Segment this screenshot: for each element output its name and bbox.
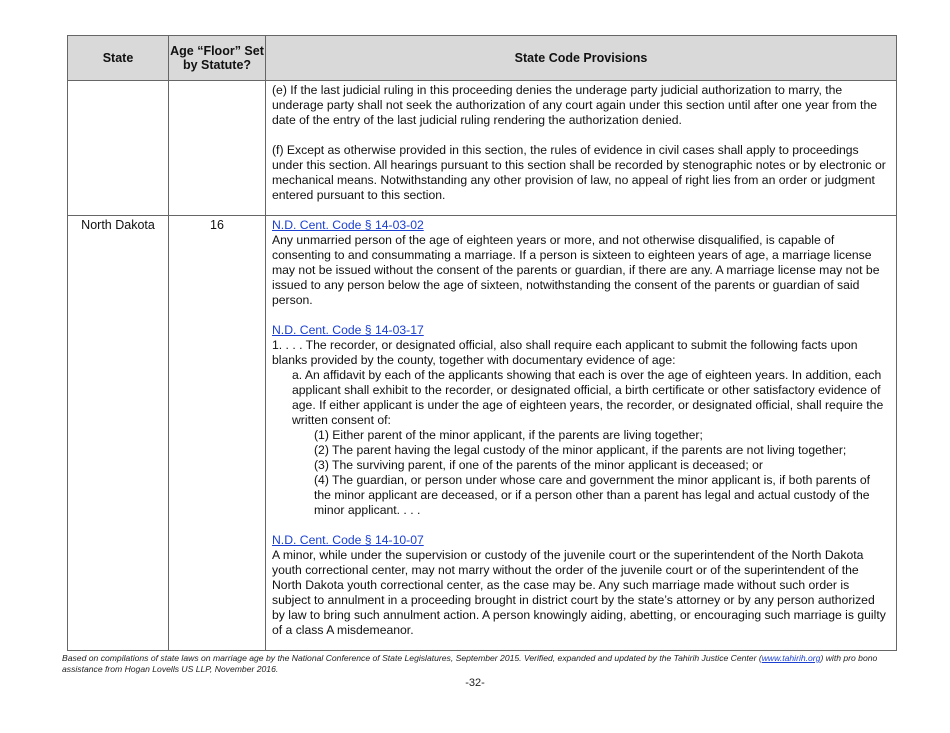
page-number: -32- [465,677,485,689]
table-header-row [68,36,897,81]
table-row [68,81,897,216]
footnote-text-before: Based on compilations of state laws on marriage age by the National Conference of State Legislatures, September 2015. Verified, expanded and updated by the Tahirih Justice Center ( [62,653,762,663]
age-cell: 16 [169,216,266,651]
provision-list-item: (1) Either parent of the minor applicant, if the parents are living together; [314,428,703,442]
provision-text-14-10-07: A minor, while under the supervision or custody of the juvenile court or the superintendent of the North Dakota youth correctional center, may not marry without the order of the juvenile court or of the superintendent of the North Dakota youth correctional center, as the case may be. Any such marriage made without such order is subject to annulment in a proceeding brought in district court by the state’s attorney or by any person authorized by law to bring such annulment action. A person knowingly aiding, abetting, or encouraging such marriage is guilty of a class A misdemeanor. [272,548,886,637]
citation-link-14-03-17[interactable]: N.D. Cent. Code § 14-03-17 [272,323,424,337]
provision-list-item: (4) The guardian, or person under whose care and government the minor applicant is, if both parents of the minor applicant are deceased, or if a person other than a parent has legal and actual custody of the minor applicant. . . . [314,473,870,517]
tahirih-website-link[interactable]: www.tahirih.org [761,653,821,663]
source-footnote [62,653,892,675]
state-cell [68,81,169,216]
header-age-floor: Age “Floor” Set by Statute? [169,36,266,81]
table-row-north-dakota [68,216,897,651]
citation-link-14-03-02[interactable]: N.D. Cent. Code § 14-03-02 [272,218,424,232]
state-cell: North Dakota [68,216,169,651]
footnote-text-after: ) with pro bono assistance from Hogan Lovells US LLP, November 2016. [62,653,878,674]
provision-list-item: (3) The surviving parent, if one of the parents of the minor applicant is deceased; or [314,458,763,472]
provision-text-14-03-17-intro: 1. . . . The recorder, or designated official, also shall require each applicant to submit the following facts upon blanks provided by the county, together with documentary evidence of age: [272,338,858,367]
provisions-cell [266,216,897,651]
header-state: State [68,36,169,81]
header-state-code-provisions: State Code Provisions [266,36,897,81]
provision-paragraph-e: (e) If the last judicial ruling in this proceeding denies the underage party judicial authorization to marry, the underage party shall not seek the authorization of any court again under this section until after one year from the date of the entry of the last judicial ruling rendering the authorization denied. [272,83,878,127]
provision-text-14-03-02: Any unmarried person of the age of eighteen years or more, and not otherwise disqualified, is capable of consenting to and consummating a marriage. If a person is sixteen to eighteen years of age, a marriage license may not be issued without the consent of the parents or guardian, if there are any. A marriage license may not be issued to any person below the age of sixteen, notwithstanding the consent of the parents or guardian of said person. [272,233,880,307]
citation-link-14-10-07[interactable]: N.D. Cent. Code § 14-10-07 [272,533,424,547]
provision-text-14-03-17-a: a. An affidavit by each of the applicants showing that each is over the age of eighteen years. In addition, each applicant shall exhibit to the recorder, or designated official, a birth certificate or other satisfactory evidence of age. If either applicant is under the age of eighteen years, the recorder, or designated official, shall require the written consent of: [292,368,884,427]
provision-list-item: (2) The parent having the legal custody of the minor applicant, if the parents are not living together; [314,443,847,457]
marriage-law-table [67,35,897,651]
provision-paragraph-f: (f) Except as otherwise provided in this section, the rules of evidence in civil cases shall apply to proceedings under this section. All hearings pursuant to this section shall be recorded by stenographic notes or by electronic or mechanical means. Notwithstanding any other provision of law, no appeal of right lies from an order or judgment entered pursuant to this section. [272,143,886,202]
age-cell [169,81,266,216]
provisions-cell [266,81,897,216]
